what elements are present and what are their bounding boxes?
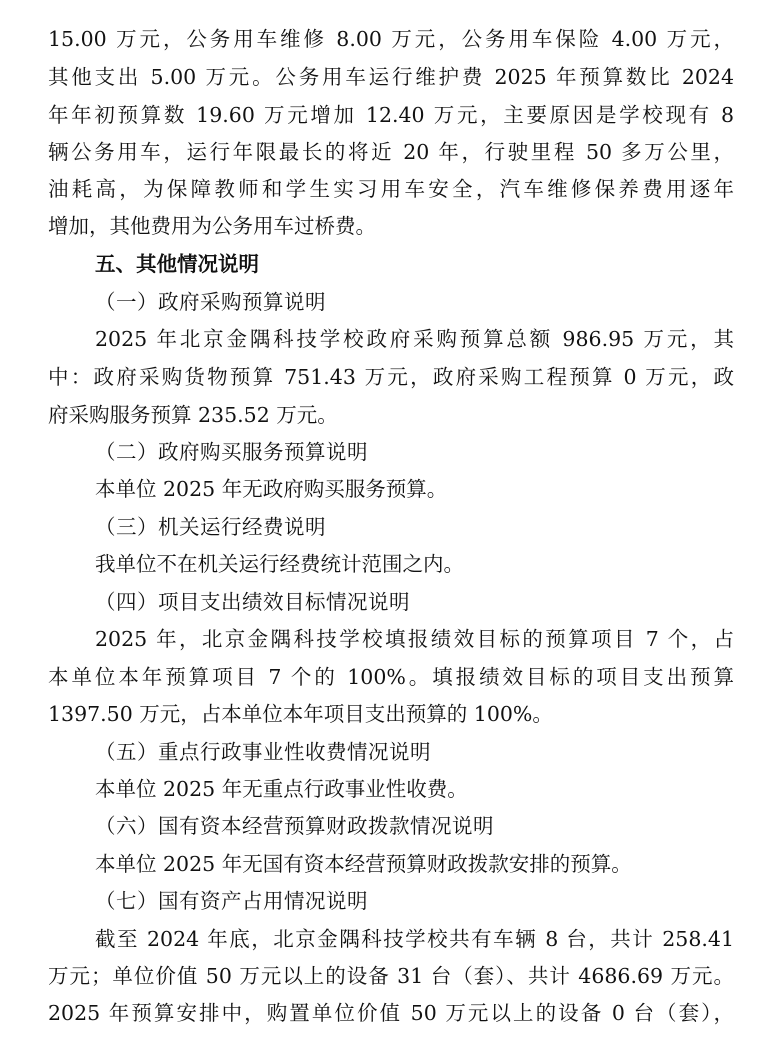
paragraph-line: 年年初预算数 19.60 万元增加 12.40 万元，主要原因是学校现有 8: [48, 103, 734, 127]
subsection-heading: （二）政府购买服务预算说明: [95, 440, 368, 464]
paragraph-line: 辆公务用车，运行年限最长的将近 20 年，行驶里程 50 多万公里，: [48, 140, 734, 164]
paragraph-line: 其他支出 5.00 万元。公务用车运行维护费 2025 年预算数比 2024: [48, 65, 734, 89]
paragraph-line: 本单位 2025 年无政府购买服务预算。: [95, 477, 448, 501]
paragraph-line: 1397.50 万元，占本单位本年项目支出预算的 100%。: [48, 702, 553, 726]
subsection-heading: （五）重点行政事业性收费情况说明: [95, 740, 431, 764]
subsection-heading: （三）机关运行经费说明: [95, 515, 326, 539]
paragraph-line: 2025 年北京金隅科技学校政府采购预算总额 986.95 万元，其: [95, 327, 734, 351]
paragraph-line: 本单位 2025 年无重点行政事业性收费。: [95, 777, 468, 801]
paragraph-line: 增加，其他费用为公务用车过桥费。: [48, 214, 376, 238]
subsection-heading: （一）政府采购预算说明: [95, 290, 326, 314]
paragraph-line: 万元；单位价值 50 万元以上的设备 31 台（套）、共计 4686.69 万元。: [48, 964, 734, 988]
paragraph-line: 15.00 万元，公务用车维修 8.00 万元，公务用车保险 4.00 万元，: [48, 27, 734, 51]
paragraph-line: 截至 2024 年底，北京金隅科技学校共有车辆 8 台，共计 258.41: [95, 927, 734, 951]
subsection-heading: （六）国有资本经营预算财政拨款情况说明: [95, 814, 494, 838]
paragraph-line: 2025 年预算安排中，购置单位价值 50 万元以上的设备 0 台（套），: [48, 1001, 734, 1025]
paragraph-line: 2025 年，北京金隅科技学校填报绩效目标的预算项目 7 个，占: [95, 627, 734, 651]
paragraph-line: 油耗高，为保障教师和学生实习用车安全，汽车维修保养费用逐年: [48, 177, 734, 201]
paragraph-line: 中：政府采购货物预算 751.43 万元，政府采购工程预算 0 万元，政: [48, 365, 734, 389]
subsection-heading: （七）国有资产占用情况说明: [95, 889, 368, 913]
paragraph-line: 本单位 2025 年无国有资本经营预算财政拨款安排的预算。: [95, 852, 632, 876]
subsection-heading: （四）项目支出绩效目标情况说明: [95, 590, 410, 614]
paragraph-line: 本单位本年预算项目 7 个的 100%。填报绩效目标的项目支出预算: [48, 665, 734, 689]
section-heading: 五、其他情况说明: [95, 252, 259, 276]
paragraph-line: 我单位不在机关运行经费统计范围之内。: [95, 552, 464, 576]
paragraph-line: 府采购服务预算 235.52 万元。: [48, 403, 338, 427]
